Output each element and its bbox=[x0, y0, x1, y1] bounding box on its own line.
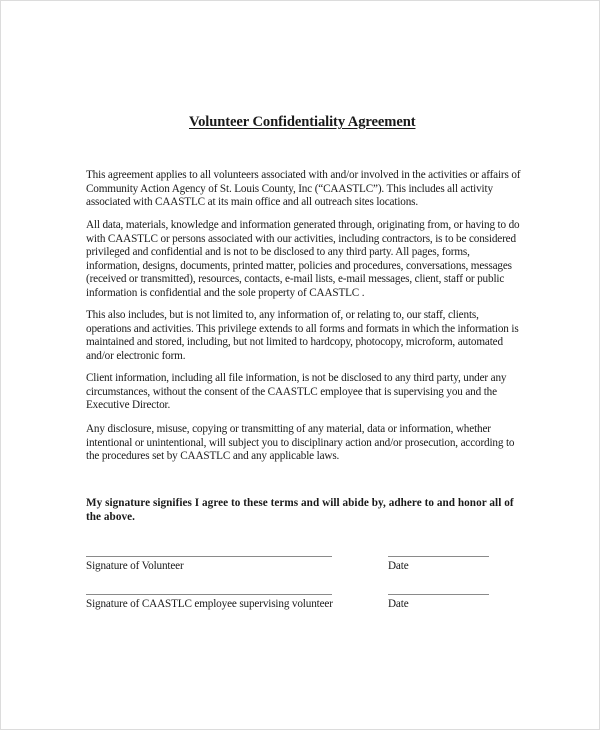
employee-signature-label: Signature of CAASTLC employee supervising volunteer bbox=[86, 598, 333, 610]
signature-affirmation: My signature signifies I agree to these terms and will abide by, adhere to and honor all of the above. bbox=[86, 497, 514, 523]
employee-date-line[interactable] bbox=[388, 594, 489, 595]
volunteer-date-line[interactable] bbox=[388, 556, 489, 557]
paragraph-includes: This also includes, but is not limited to, any information of, or relating to, our staff, clients, operations and activities. This privilege extends to all forms and formats in which the information is maintained and stored, including, but not limited to hardcopy, photocopy, microform, automated and/or electronic form. bbox=[86, 309, 519, 362]
volunteer-signature-label: Signature of Volunteer bbox=[86, 560, 184, 572]
employee-signature-row bbox=[86, 588, 526, 618]
volunteer-signature-line[interactable] bbox=[86, 556, 332, 557]
paragraph-client-information: Client information, including all file information, is not be disclosed to any third party, under any circumstances, without the consent of the CAASTLC employee that is supervising you and the Executive Director. bbox=[86, 372, 507, 412]
employee-date-label: Date bbox=[388, 598, 409, 610]
volunteer-signature-row bbox=[86, 550, 526, 580]
paragraph-scope: This agreement applies to all volunteers associated with and/or involved in the activities or affairs of Community Action Agency of St. Louis County, Inc (“CAASTLC”). This includes all activity associated with CAASTLC at its main office and all outreach sites locations. bbox=[86, 169, 521, 209]
employee-signature-line[interactable] bbox=[86, 594, 332, 595]
paragraph-confidential-data: All data, materials, knowledge and information generated through, originating from, or having to do with CAASTLC or persons associated with our activities, including contractors, is to be considered privileged and confidential and is not to be disclosed to any third party. All pages, forms, information, designs, documents, printed matter, policies and procedures, conversations, messages (received or transmitted), resources, contacts, e-mail lists, e-mail messages, client, staff or public information is confidential and the sole property of CAASTLC . bbox=[86, 219, 520, 299]
document-title: Volunteer Confidentiality Agreement bbox=[189, 114, 416, 130]
volunteer-date-label: Date bbox=[388, 560, 409, 572]
paragraph-disclosure-penalty: Any disclosure, misuse, copying or transmitting of any material, data or information, whether intentional or unintentional, will subject you to disciplinary action and/or prosecution, according to the procedures set by CAASTLC and any applicable laws. bbox=[86, 423, 515, 463]
